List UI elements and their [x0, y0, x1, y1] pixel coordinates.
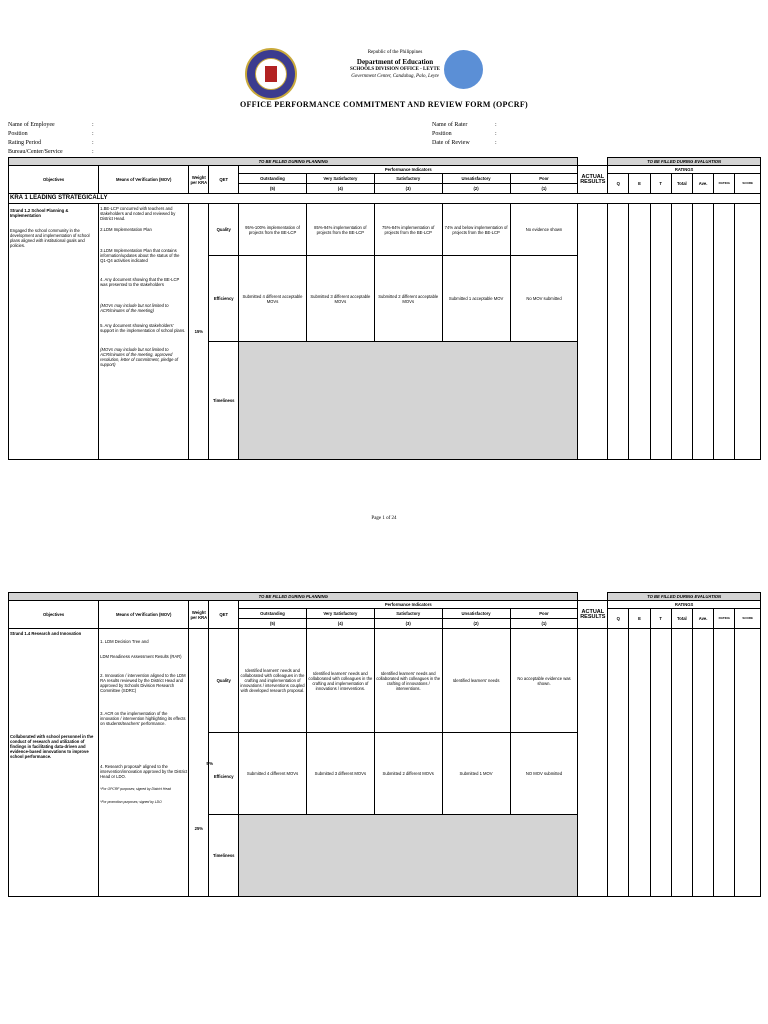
satisfactory-score: (3) [374, 184, 442, 194]
total-cell[interactable] [671, 629, 692, 897]
qet-efficiency [206, 733, 239, 815]
ave-cell[interactable] [692, 204, 713, 460]
planning-banner: TO BE FILLED DURING PLANNING [9, 158, 578, 166]
mov-note: (MOVs may include but not limited to ACR/minutes of the meeting, approved resolution, letter of commitment, pledge of support) [100, 347, 179, 367]
q-rating-cell[interactable] [608, 204, 629, 460]
quality-very-satisfactory: 85%-94% implementation of projects from the BE-LCP [306, 204, 374, 256]
employee-info-labels [8, 121, 63, 157]
colon: : [495, 140, 497, 146]
e-rating-cell[interactable] [629, 204, 650, 460]
quality-unsatisfactory: 74% and below implementation of projects from the BE-LCP [442, 204, 510, 256]
actual-results-cell[interactable] [578, 629, 608, 897]
header-republic: Republic of the Philippines [367, 50, 423, 55]
quality-unsatisfactory: Identified learners' needs [442, 629, 510, 733]
efficiency-outstanding: Submitted 4 different MOVs [239, 733, 307, 815]
mov-item: 3. ACR on the implementation of the innovation / intervention highlighting its effects on students/teachers' performance. [100, 711, 186, 726]
unsatisfactory-score: (2) [442, 184, 510, 194]
label-rating-period: Rating Period [8, 140, 42, 146]
qet-efficiency: Efficiency [209, 256, 239, 342]
outstanding-score: (5) [239, 184, 307, 194]
form-title: OFFICE PERFORMANCE COMMITMENT AND REVIEW FORM (OPCRF) [239, 100, 529, 109]
label-bureau: Bureau/Center/Service [8, 149, 63, 155]
label-name-of-rater: Name of Rater [432, 122, 468, 128]
efficiency-outstanding: Submitted 4 different acceptable MOVs [239, 256, 307, 342]
header-office: SCHOOLS DIVISION OFFICE - LEYTE [349, 67, 441, 72]
qet-timeliness: Timeliness [209, 815, 239, 897]
colon: : [92, 149, 94, 155]
rating-header: RATING [714, 609, 735, 629]
objective-text: Collaborated with school personnel in the conduct of research and utilization of findings in facilitating data-driven and evidence-based innovations to improve school performance. [10, 734, 94, 759]
outstanding-header: Outstanding [239, 609, 307, 619]
opcrf-table-page-1 [8, 157, 761, 460]
ave-cell[interactable] [692, 629, 713, 897]
efficiency-poor: NO MOV submitted [510, 733, 578, 815]
mov-item: 4. Any document showing that the BE-LCP was presented to the stakeholders [100, 277, 180, 287]
mov-item: 4. Research proposal* aligned to the intervention/innovation approved by the District Head or LDO. [100, 764, 188, 779]
header-address: Government Center, Candahug, Palo, Leyte [351, 74, 439, 79]
performance-indicators-header: Performance Indicators [239, 601, 578, 609]
satisfactory-score: (3) [374, 619, 442, 629]
very-satisfactory-score: (4) [306, 619, 374, 629]
poor-score: (1) [510, 184, 578, 194]
very-satisfactory-header: Very Satisfactory [306, 609, 374, 619]
efficiency-unsatisfactory: Submitted 1 MOV [442, 733, 510, 815]
t-rating-cell[interactable] [650, 204, 671, 460]
weight-small: 5% [206, 760, 214, 766]
outstanding-header: Outstanding [239, 174, 307, 184]
outstanding-score: (5) [239, 619, 307, 629]
objective-text: Engaged the school community in the development and implementation of school plans aligned with institutional goals and policies. [10, 228, 90, 248]
score-header: SCORE [735, 609, 761, 629]
efficiency-very-satisfactory: Submitted 3 different acceptable MOVs [306, 256, 374, 342]
poor-header: Poor [510, 609, 578, 619]
mov-item: 3.LDM Implementation Plan that contains information/updates about the status of the Q1-Q4 activities indicated [100, 248, 180, 263]
quality-very-satisfactory: Identified learners' needs and collaborated with colleagues in the crafting and implementation of innovations / interventions. [306, 629, 374, 733]
ratings-header: RATINGS [608, 166, 761, 174]
label-position: Position [8, 131, 28, 137]
qet-timeliness: Timeliness [209, 342, 239, 460]
mov-note: (MOVs may include but not limited to ACR/minutes of the meeting) [100, 303, 169, 313]
rater-info-labels [432, 121, 470, 148]
qet-quality: Quality [209, 629, 239, 733]
mov-note: *For promotion purposes; signed by LDO [100, 800, 162, 804]
weight-header: Weight per KRA [189, 166, 209, 194]
objectives-header: Objectives [9, 601, 99, 629]
timeliness-shaded-area [239, 342, 578, 460]
ave-header: Ave. [692, 609, 713, 629]
employee-info-colons [92, 121, 94, 157]
objective-cell [9, 629, 99, 897]
actual-results-header: ACTUAL RESULTS [578, 166, 608, 194]
t-header: T [650, 174, 671, 194]
quality-poor: No evidence shown [510, 204, 578, 256]
q-header: Q [608, 609, 629, 629]
satisfactory-header: Satisfactory [374, 174, 442, 184]
kra-title: KRA 1 LEADING STRATEGICALLY [9, 194, 761, 204]
e-header: E [629, 174, 650, 194]
objective-cell [9, 204, 99, 460]
evaluation-banner: TO BE FILLED DURING EVALUATION [608, 158, 761, 166]
q-header: Q [608, 174, 629, 194]
quality-satisfactory: Identified learners' needs and collaborated with colleagues in the crafting of innovations / interventions. [374, 629, 442, 733]
efficiency-satisfactory: Submitted 2 different MOVs [374, 733, 442, 815]
efficiency-very-satisfactory: Submitted 3 different MOVs [306, 733, 374, 815]
rating-cell[interactable] [714, 204, 735, 460]
total-cell[interactable] [671, 204, 692, 460]
score-cell[interactable] [735, 629, 761, 897]
poor-score: (1) [510, 619, 578, 629]
quality-outstanding: Identified learners' needs and collaborated with colleagues in the crafting and implementation of innovations / interventions coupled with developed research proposal. [239, 629, 307, 733]
very-satisfactory-score: (4) [306, 184, 374, 194]
colon: : [495, 122, 497, 128]
strand-title: Strand 1.4 Research and Innovation [10, 631, 82, 636]
total-header: Total [671, 174, 692, 194]
opcrf-table-page-2 [8, 592, 761, 897]
efficiency-poor: No MOV submitted [510, 256, 578, 342]
quality-outstanding: 95%-100% implementation of projects from the BE-LCP [239, 204, 307, 256]
rater-info-colons [495, 121, 497, 148]
very-satisfactory-header: Very Satisfactory [306, 174, 374, 184]
mov-item: 1. LDM Decision Tree and [100, 639, 149, 644]
mov-cell [99, 629, 189, 897]
mov-item: 1.BE-LCP concurred with teachers and stakeholders and noted and reviewed by District Head. [100, 206, 176, 221]
mov-item: 2. Innovation / intervention aligned to the LDM RA results reviewed by the District Head and approved by Schools Division Research Committee (SDRC) [100, 673, 186, 693]
rating-cell[interactable] [714, 629, 735, 897]
colon: : [92, 131, 94, 137]
page-number: Page 1 of 24 [371, 516, 397, 521]
q-rating-cell[interactable] [608, 629, 629, 897]
qet-header: QET [209, 166, 239, 194]
mov-item: 5. Any document showing stakeholders' support in the implementation of school plans. [100, 323, 186, 333]
mov-item: 2.LDM Implementation Plan [100, 227, 152, 232]
mov-header: Means of Verification (MOV) [99, 166, 189, 194]
label-name-of-employee: Name of Employee [8, 122, 55, 128]
rating-header: RATING [714, 174, 735, 194]
actual-results-cell[interactable] [578, 204, 608, 460]
quality-poor: No acceptable evidence was shown. [510, 629, 578, 733]
satisfactory-header: Satisfactory [374, 609, 442, 619]
qet-header: QET [209, 601, 239, 629]
mov-note: *For OPCRF purposes; signed by District Head [100, 787, 171, 791]
t-rating-cell[interactable] [650, 629, 671, 897]
efficiency-unsatisfactory: Submitted 1 acceptable MOV [442, 256, 510, 342]
unsatisfactory-header: Unsatisfactory [442, 174, 510, 184]
timeliness-shaded-area [239, 815, 578, 897]
colon: : [92, 140, 94, 146]
e-rating-cell[interactable] [629, 629, 650, 897]
weight-kra: 25% [194, 826, 204, 831]
ave-header: Ave. [692, 174, 713, 194]
label-date-of-review: Date of Review [432, 140, 470, 146]
label-rater-position: Position [432, 131, 452, 137]
mov-item: LDM Readiness Assessment Results (RAR) [100, 654, 182, 659]
planning-banner: TO BE FILLED DURING PLANNING [9, 593, 578, 601]
ratings-header: RATINGS [608, 601, 761, 609]
colon: : [495, 131, 497, 137]
total-header: Total [671, 609, 692, 629]
t-header: T [650, 609, 671, 629]
mov-cell [99, 204, 189, 460]
score-cell[interactable] [735, 204, 761, 460]
e-header: E [629, 609, 650, 629]
header-department: Department of Education [356, 58, 434, 66]
performance-indicators-header: Performance Indicators [239, 166, 578, 174]
poor-header: Poor [510, 174, 578, 184]
unsatisfactory-score: (2) [442, 619, 510, 629]
evaluation-banner: TO BE FILLED DURING EVALUATION [608, 593, 761, 601]
unsatisfactory-header: Unsatisfactory [442, 609, 510, 619]
weight-cell: 15% [189, 204, 209, 460]
weight-header: Weight per KRA [189, 601, 209, 629]
strand-title: Strand 1.2 School Planning & Implementation [10, 208, 69, 218]
spacer-cell [578, 593, 608, 601]
objectives-header: Objectives [9, 166, 99, 194]
actual-results-header: ACTUAL RESULTS [578, 601, 608, 629]
score-header: SCORE [735, 174, 761, 194]
mov-header: Means of Verification (MOV) [99, 601, 189, 629]
quality-satisfactory: 75%-84% implementation of projects from the BE-LCP [374, 204, 442, 256]
spacer-cell [578, 158, 608, 166]
colon: : [92, 122, 94, 128]
qet-quality: Quality [209, 204, 239, 256]
efficiency-satisfactory: Submitted 2 different acceptable MOVs [374, 256, 442, 342]
qet-efficiency-label: Efficiency [213, 773, 234, 779]
